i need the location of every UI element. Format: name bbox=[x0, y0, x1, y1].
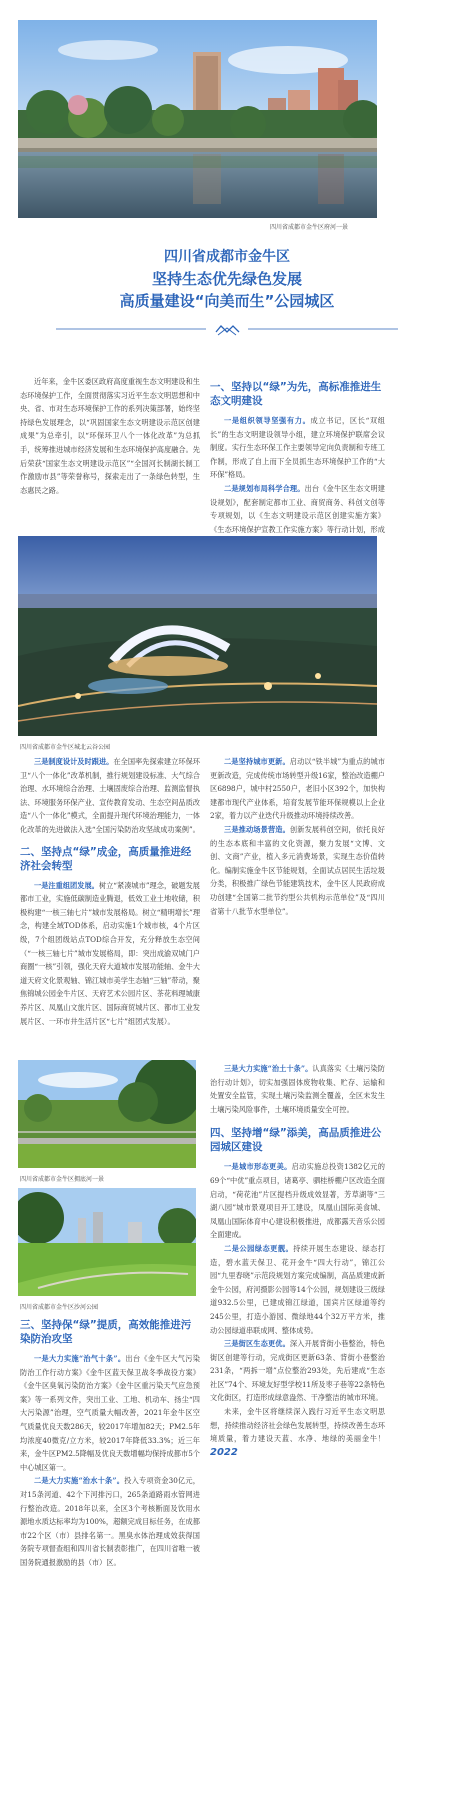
section1-p2-text: 出台《金牛区生态文明建设规划》，配套制定都市工业、商贸商务、科创文创等专项规划，以《生态文明建设示范区创建实施方案》《生态环境保护宣教工作实施方案》等行动计划，形成 bbox=[210, 483, 385, 534]
shahe-park-caption: 四川省成都市金牛区沙河公园 bbox=[20, 1304, 99, 1311]
section1-heading: 一、坚持以“绿”为先，高标准推进生态文明建设 bbox=[210, 381, 382, 407]
section3-p3 bbox=[210, 1062, 385, 1116]
title-divider bbox=[56, 318, 398, 340]
section4-p1-lead: 一是城市形态更美。 bbox=[224, 1162, 292, 1172]
page-subtitle-line2: 高质量建设“向美而生”公园城区 bbox=[119, 292, 335, 310]
section1-p1-lead: 一是组织领导坚强有力。 bbox=[224, 416, 311, 425]
section1-p3-text: 在全国率先探索建立环保环卫“八个一体化”改革机制，推行规划建设标准、大气综合治理、水环境综合治理、土壤固废综合治理、监测监督执法、环境服务环保产业、宣传教育发动、生态空间品质改造“八个一体化”模式，全面提升现代环境治理能力，一体化改革的先进做法入选“全国污染防治攻坚战成功案例”。 bbox=[20, 757, 200, 834]
river-walk-image bbox=[18, 1060, 196, 1168]
section4-p1 bbox=[210, 1160, 385, 1242]
right-column-2 bbox=[210, 755, 385, 918]
section1-p3-lead: 三是制度设计及时跟进。 bbox=[34, 757, 114, 766]
section4-p3 bbox=[210, 1337, 385, 1405]
section4-p1-text: 启动实施总投资1382亿元的69个“中优”重点项目，诸葛亭、驷桂桥棚户区改造全面启动，“荷花池”片区提档升级成效显著，芳草湖等“三湖八园”城市景观项目开工建设，凤凰山国际美食城、凤凰山国际体育中心建设积极推进，成都露天音乐公园全面建成。 bbox=[210, 1162, 385, 1240]
section4-p2-text: 持续开展生态建设、绿态打造，碧水蓝天保卫、花开金牛“四大行动”，锦江公园“九里春晓”示范段规划方案完成编制，高品质建成新金牛公园，府河摄影公园等14个公园，规划建设三级绿道932.5公里，已建成锦江绿道，国宾片区绿道等约245公里，打造小游园、微绿地44个32万平方米，推动公园绿道串联成网、整体成势。 bbox=[210, 1243, 385, 1335]
section4-p2-lead: 二是公园绿态更靓。 bbox=[224, 1243, 294, 1253]
intro-column bbox=[20, 375, 200, 497]
left-column-2 bbox=[20, 755, 200, 1028]
section4-p2 bbox=[210, 1242, 385, 1337]
year-mark: 2022 bbox=[210, 1446, 238, 1458]
section3-p1-lead: 一是大力实施“治气十条”。 bbox=[34, 1354, 126, 1363]
section3-p2 bbox=[20, 1474, 200, 1569]
section4-p4 bbox=[210, 1405, 385, 1459]
section2-p1-text: 树立“紧凑城市”理念，破题发展都市工业，实施低碳制造业腾退，低效工业土地收储，积极构建“一核三轴七片”城市发展格局。树立“精明增长”理念，构建全域TOD体系，启动实施1个城市核，4个片区级，7个组团级站点TOD综合开发，充分释放生态空间（“一核三轴七片”城市发展格局，即：突出成渝双城门户商圈“一核”引领，强化天府大道城市发展功能轴、金牛大道天府文化景观轴、锦江城市美学生态轴“三轴”带动，聚焦锦城公园金牛片区、天府艺术公园片区、茶花料理城康养片区、凤凰山文旅片区、国际商贸城片区、都市工业发展片区、一环市井生活片区“七片”组团式发展）。 bbox=[20, 880, 201, 1026]
shahe-park-photo bbox=[18, 1188, 196, 1296]
section4-p4-text: 未来，金牛区将继续深入践行习近平生态文明思想，持续推动经济社会绿色发展转型，持续改善生态环境质量，着力建设天蓝、水净、地绿的美丽金牛！ bbox=[210, 1407, 385, 1444]
section3-p3-lead: 三是大力实施“治土十条”。 bbox=[224, 1064, 313, 1073]
section3-heading: 三、坚持保“绿”提质，高效能推进污染防治攻坚 bbox=[20, 1319, 192, 1345]
hero-photo bbox=[18, 20, 377, 218]
river-walk-photo bbox=[18, 1060, 196, 1168]
section2-p2-text: 启动以“铁半城”为重点的城市更新改造，完成传统市场转型升级16家，整治改造棚户区6898户，城中村2550户，老旧小区392个，加快构建都市现代产业体系，培育发展节能环保规模以上企业2家，着力以产业迭代升级推动环境持续改善。 bbox=[210, 757, 385, 821]
section4-p3-text: 深入开展背街小巷整治，特色街区创建等行动，完成街区更新63条、背街小巷整治231条，“两拆一增”点位整治293处，先后建成“生态社区”74个、环境友好型学校11所及枣子巷等22条特色文化街区，打造形成绿意盎然、干净整洁的城市环境。 bbox=[210, 1339, 385, 1403]
section1-p1-text: 成立书记，区长“双组长”的生态文明建设领导小组，建立环境保护联席会议制度。实行生态环保工作主要领导定向负责制和专班工作制，形成了自上而下全员抓生态环境保护工作的“大环保”格局。 bbox=[210, 416, 385, 480]
page-title: 四川省成都市金牛区 bbox=[164, 249, 290, 265]
river-scene-image bbox=[18, 20, 377, 218]
section3-p1 bbox=[20, 1352, 200, 1474]
section2-p3-lead: 三是推动场景营造。 bbox=[224, 824, 290, 834]
section1-p2-lead: 二是规划布局科学合理。 bbox=[224, 483, 305, 493]
section3-p3-text: 认真落实《土壤污染防治行动计划》，切实加强固体废物收集、贮存、运输和处置安全监管，实现土壤污染监测全覆盖，全区未发生土壤污染风险事件，土壤环境质量安全可控。 bbox=[210, 1064, 385, 1114]
park-night-photo bbox=[18, 536, 377, 736]
shahe-park-image bbox=[18, 1188, 196, 1296]
river-walk-caption: 四川省成都市金牛区拥底河一景 bbox=[20, 1176, 105, 1183]
section2-p1-lead: 一是注重组团发展。 bbox=[34, 880, 99, 890]
section4-heading: 四、坚持增“绿”添美，高品质推进公园城区建设 bbox=[210, 1127, 382, 1154]
hero-caption: 四川省成都市金牛区府河一景 bbox=[270, 224, 349, 231]
page-subtitle-line1: 坚持生态优先绿色发展 bbox=[151, 270, 302, 288]
intro-paragraph: 近年来，金牛区委区政府高度重视生态文明建设和生态环境保护工作，全面贯彻落实习近平生态文明思想和中央、省、市对生态环境保护工作的系列决策部署，始终坚持绿色发展理念，以“巩固国家生态文明建设示范区创建成果”为总牵引，以“环保环卫八个一体化改革”为总抓手，统筹推进城市经济发展和生态环境保护高度融合。先后荣获“国家生态文明建设示范区”“全国河长制湖长制工作激励市县”等荣誉称号，探索走出了一条绿色转型，生态惠民之路。 bbox=[20, 377, 200, 495]
park-night-caption: 四川省成都市金牛区城北云谷公园 bbox=[20, 744, 111, 751]
section1-p3 bbox=[20, 755, 200, 837]
section2-p2 bbox=[210, 755, 385, 823]
section2-p2-lead: 二是坚持城市更新。 bbox=[224, 757, 290, 766]
left-column-3 bbox=[20, 1318, 200, 1570]
section2-p3 bbox=[210, 823, 385, 918]
section1-column bbox=[210, 380, 385, 550]
yungu-park-image bbox=[18, 536, 377, 736]
section3-p1-text: 出台《金牛区大气污染防治工作行动方案》《金牛区蓝天保卫战冬季战役方案》《金牛区臭氧污染防治方案》《金牛区重污染天气应急预案》等一系列文件，突出工业、工地、机动车、扬尘“四大污染源”治理，空气质量大幅改善，2021年金牛区空气质量优良天数286天，较2017年增加82天；PM2.5年均浓度40微克/立方米，较2017年降低33.3%；近三年来，金牛区PM2.5降幅及优良天数增幅均保持成都市5个中心城区第一。 bbox=[20, 1354, 200, 1472]
section3-p2-lead: 二是大力实施“治水十条”。 bbox=[34, 1476, 125, 1486]
section2-p1 bbox=[20, 879, 200, 1029]
section3-p2-text: 投入专项资金30亿元，对15条河道、42个下河排污口，265条道路雨水管网进行整治改造。2018年以来，全区3个考核断面及饮用水源地水质达标率均为100%，超额完成目标任务，在成都市22个区（市）县排名第一。黑臭水体治理成效获得国务院专项督查组和四川省长制表彰推广，在四川省唯一被国务院通报激励的县（市）区。 bbox=[20, 1476, 200, 1567]
section2-heading: 二、坚持点“绿”成金，高质量推进经济社会转型 bbox=[20, 845, 192, 872]
section4-p3-lead: 三是街区生态更优。 bbox=[224, 1339, 290, 1349]
right-column-3 bbox=[210, 1062, 385, 1459]
section2-p3-text: 创新发展科创空间，依托良好的生态本底和丰富的文化资源，聚力发展“文博、文创、文商”产业，植入多元消费场景，实现生态价值转化。编制实施金牛区节能规划，全面试点居民生活垃圾分类，积极推广绿色节能建筑技术，金牛区人民政府成功创建“全国第二批节约型公共机构示范单位”及“四川省第十八批节水型单位”。 bbox=[210, 824, 385, 916]
section1-p1 bbox=[210, 414, 385, 482]
